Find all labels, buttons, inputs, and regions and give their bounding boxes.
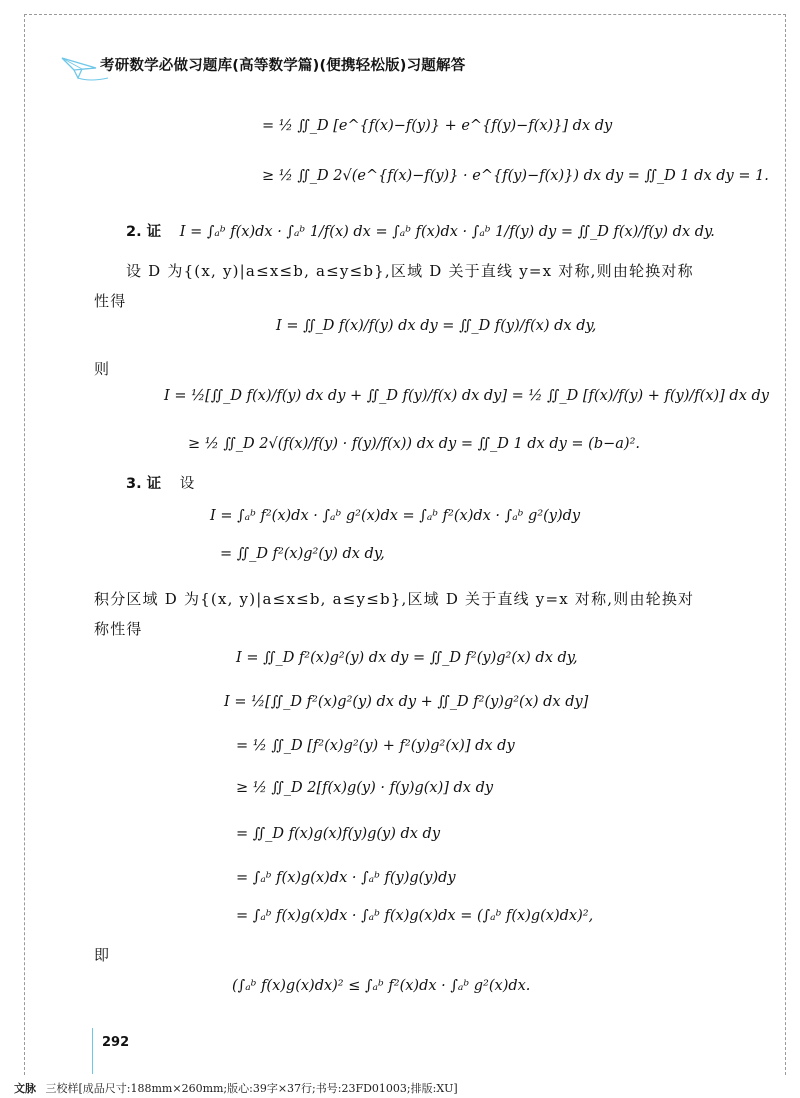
problem-3-equation-6: ≥ ½ ∬_D 2[f(x)g(y) · f(y)g(x)] dx dy <box>236 780 494 796</box>
problem-3-equation-1: I = ∫ₐᵇ f²(x)dx · ∫ₐᵇ g²(x)dx = ∫ₐᵇ f²(x)dx · ∫ₐᵇ g²(y)dy <box>210 508 581 524</box>
problem-3-equation-4: I = ½[∬_D f²(x)g²(y) dx dy + ∬_D f²(y)g²(x) dx dy] <box>224 694 589 710</box>
page-number-bar <box>92 1028 93 1074</box>
problem-3-equation-2: = ∬_D f²(x)g²(y) dx dy, <box>220 546 385 562</box>
problem-2-equation: I = ∫ₐᵇ f(x)dx · ∫ₐᵇ 1/f(x) dx = ∫ₐᵇ f(x)dx · ∫ₐᵇ 1/f(y) dy = ∬_D f(x)/f(y) dx dy. <box>179 224 715 240</box>
problem-3-label: 3. 证 <box>126 476 162 492</box>
problem-2-text-2: 性得 <box>94 292 127 310</box>
print-footer <box>14 1080 458 1096</box>
equation-line-2: ≥ ½ ∬_D 2√(e^{f(x)−f(y)} · e^{f(y)−f(x)}) dx dy = ∬_D 1 dx dy = 1. <box>262 168 769 184</box>
problem-2-equation-4: ≥ ½ ∬_D 2√(f(x)/f(y) · f(y)/f(x)) dx dy = ∬_D 1 dx dy = (b−a)². <box>188 436 640 452</box>
problem-3-text-2: 称性得 <box>94 620 143 638</box>
problem-3-equation-10: (∫ₐᵇ f(x)g(x)dx)² ≤ ∫ₐᵇ f²(x)dx · ∫ₐᵇ g²(x)dx. <box>232 978 531 994</box>
problem-2-then: 则 <box>94 360 111 378</box>
problem-2-block <box>126 220 715 241</box>
problem-3-let: 设 <box>179 476 195 492</box>
problem-2-equation-2: I = ∬_D f(x)/f(y) dx dy = ∬_D f(y)/f(x) dx dy, <box>276 318 597 334</box>
footer-brand: 文脉 <box>14 1082 36 1095</box>
problem-3-equation-5: = ½ ∬_D [f²(x)g²(y) + f²(y)g²(x)] dx dy <box>236 738 515 754</box>
problem-3-equation-3: I = ∬_D f²(x)g²(y) dx dy = ∬_D f²(y)g²(x) dx dy, <box>236 650 578 666</box>
problem-3-ie: 即 <box>94 946 111 964</box>
problem-3-equation-7: = ∬_D f(x)g(x)f(y)g(y) dx dy <box>236 826 441 842</box>
problem-3-equation-9: = ∫ₐᵇ f(x)g(x)dx · ∫ₐᵇ f(x)g(x)dx = (∫ₐᵇ f(x)g(x)dx)², <box>236 908 594 924</box>
problem-2-equation-3: I = ½[∬_D f(x)/f(y) dx dy + ∬_D f(y)/f(x) dx dy] = ½ ∬_D [f(x)/f(y) + f(y)/f(x)] dx dy <box>164 388 769 404</box>
book-title: 考研数学必做习题库(高等数学篇)(便携轻松版)习题解答 <box>100 58 466 74</box>
problem-2-text-1: 设 D 为{(x, y)|a≤x≤b, a≤y≤b},区域 D 关于直线 y=x 对称,则由轮换对称 <box>126 262 694 280</box>
equation-line-1: = ½ ∬_D [e^{f(x)−f(y)} + e^{f(y)−f(x)}] dx dy <box>262 118 613 134</box>
problem-3-text-1: 积分区域 D 为{(x, y)|a≤x≤b, a≤y≤b},区域 D 关于直线 y=x 对称,则由轮换对 <box>94 590 695 608</box>
footer-info: 三校样[成品尺寸:188mm×260mm;版心:39字×37行;书号:23FD01003;排版:XU] <box>45 1082 458 1095</box>
problem-3-block <box>126 472 194 493</box>
page-number: 292 <box>102 1035 130 1050</box>
problem-3-equation-8: = ∫ₐᵇ f(x)g(x)dx · ∫ₐᵇ f(y)g(y)dy <box>236 870 456 886</box>
problem-2-label: 2. 证 <box>126 224 162 240</box>
